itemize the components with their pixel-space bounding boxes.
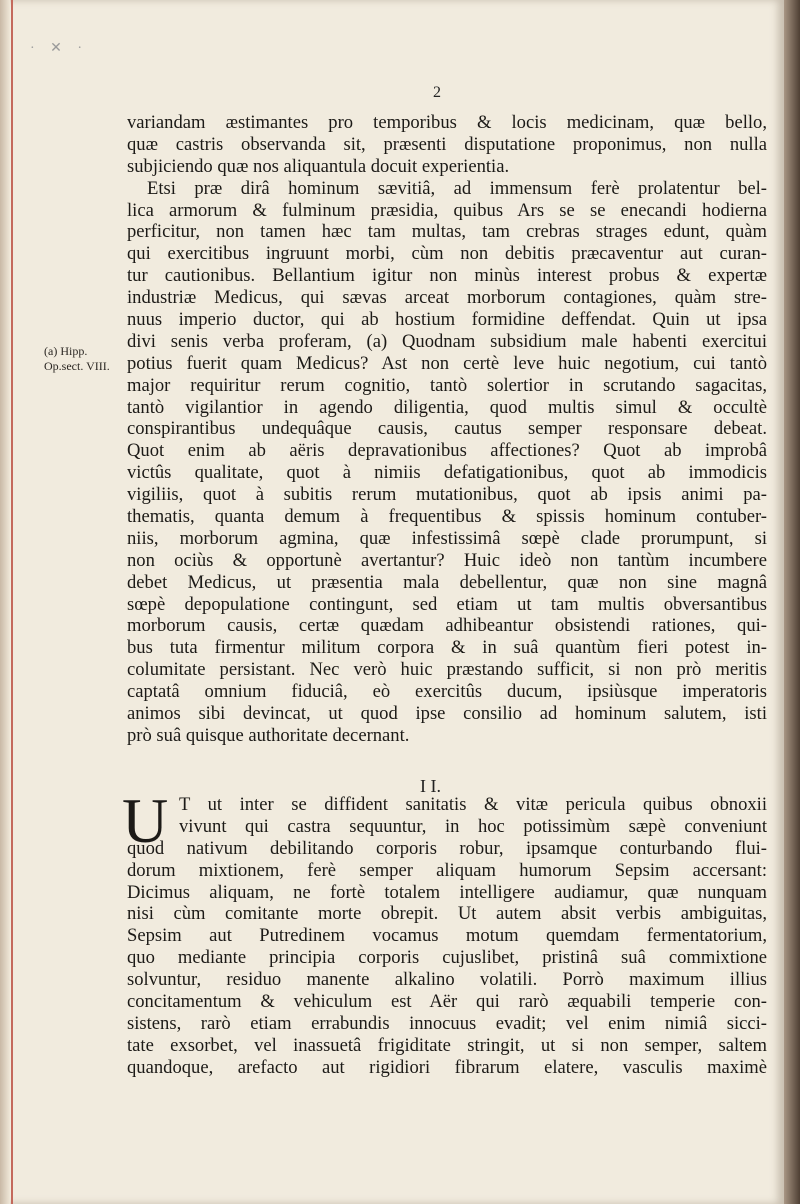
text-line: morborum causis, certæ quædam adhibeantur obsistendi rationes, qui- [127,615,767,637]
text-line: bus tuta firmentur militum corpora & in suâ quantùm fieri potest in- [127,637,767,659]
ink-blot-decoration: · ✕ · [30,41,89,56]
text-line: major requiritur rerum cognitio, tantò solertior in scrutando sagacitas, [127,374,767,396]
text-line: captatâ omnium fiduciâ, eò exercitûs ducum, ipsiùsque imperatoris [127,681,767,703]
text-line: victûs qualitate, quot à nimiis defatigationibus, quot ab immodicis [127,462,767,484]
text-line: non ociùs & opportunè avertantur? Huic ideò non tantùm incumbere [127,549,767,571]
text-line: nuus imperio ductor, qui ab hostium formidine deffendat. Quin ut ipsa [127,309,767,331]
text-line: concitamentum & vehiculum est Aër qui rarò æquabili temperie con- [127,991,767,1013]
text-line: sistens, rarò etiam errabundis innocuus evadit; vel enim nimiâ sicci- [127,1012,767,1034]
section-heading: I I. [420,776,441,796]
text-line: quandoque, arefacto aut rigidiori fibrarum elatere, vasculis maximè [127,1056,767,1078]
red-edge-line [11,0,13,1204]
text-line: thematis, quanta demum à frequentibus & spissis hominum contuber- [127,506,767,528]
text-line: quod nativum debilitando corporis robur, ipsamque conturbando flui- [127,837,767,859]
text-line: Quot enim ab aëris depravationibus affectiones? Quot ab improbâ [127,440,767,462]
page-edge-shadow [784,0,800,1204]
text-line: quæ castris observanda sit, præsenti disputatione proponimus, non nulla [127,133,767,155]
drop-cap: U [122,785,169,856]
text-line: subjiciendo quæ nos aliquantula docuit experientia. [127,155,510,177]
page-number: 2 [433,84,441,101]
text-line: Dicimus aliquam, ne fortè totalem intelligere audiamur, quæ nunquam [127,881,767,903]
text-line: columitate persistant. Nec verò huic præstando sufficit, si non prò meritis [127,659,767,681]
text-line: tate exsorbet, vel inassuetâ frigiditate stringit, ut si non semper, saltem [127,1034,767,1056]
text-line: potius fuerit quam Medicus? Ast non certè leve huic negotium, cui tantò [127,352,767,374]
margin-note: (a) Hipp. Op.sect. VIII. [44,344,110,373]
body-text [127,112,767,747]
text-line: variandam æstimantes pro temporibus & locis medicinam, quæ bello, [127,112,767,133]
page-gutter [0,0,10,1204]
text-line: nisi cùm comitante morte obrepit. Ut autem absit verbis ambiguitas, [127,903,767,925]
text-line: divi senis verba proferam, (a) Quodnam subsidium male habenti exercitui [127,330,767,352]
text-line: Sepsim aut Putredinem vocamus motum quemdam fermentatorium, [127,925,767,947]
text-line: qui exercitibus ingruunt morbi, cùm non debitis præcaventur aut curan- [127,243,767,265]
text-line: industriæ Medicus, qui sævas arceat morborum contagiones, quàm stre- [127,287,767,309]
text-line: vivunt qui castra sequuntur, in hoc potissimùm sæpè conveniunt [179,815,767,837]
text-line: conspirantibus undequâque causis, cautus semper responsare debeat. [127,418,767,440]
text-line: animos sibi devincat, ut quod ipse consilio ad hominum salutem, isti [127,703,767,725]
body-text-section [127,794,767,1079]
text-line: sœpè depopulatione contingunt, sed etiam ut tam multis obversantibus [127,593,767,615]
text-line: niis, morborum agmina, quæ infestissimâ sœpè clade prorumpunt, si [127,527,767,549]
text-line: solvuntur, residuo manente alkalino volatili. Porrò maximum illius [127,969,767,991]
text-line: prò suâ quisque authoritate decernant. [127,724,410,746]
text-line: Etsi præ dirâ hominum sævitiâ, ad immensum ferè prolatentur bel- [147,177,767,199]
text-line: perficitur, non tamen hæc tam multas, tam crebras strages edunt, quàm [127,221,767,243]
text-line: quo mediante principia corporis cujuslibet, pristinâ suâ commixtione [127,947,767,969]
text-line: tantò vigilantior in agendo diligentia, quod multis simul & occultè [127,396,767,418]
text-line: debet Medicus, ut præsentia mala debellentur, quæ non sine magnâ [127,571,767,593]
text-line: lica armorum & fulminum præsidia, quibus Ars se se enecandi hodierna [127,199,767,221]
text-line: tur cautionibus. Bellantium igitur non minùs interest probus & expertæ [127,265,767,287]
text-line: T ut inter se diffident sanitatis & vitæ pericula quibus obnoxii [179,794,767,815]
text-line: vigiliis, quot à subitis rerum mutationibus, quot ab ipsis animi pa- [127,484,767,506]
text-line: dorum mixtionem, ferè semper aliquam humorum Sepsim accersant: [127,859,767,881]
